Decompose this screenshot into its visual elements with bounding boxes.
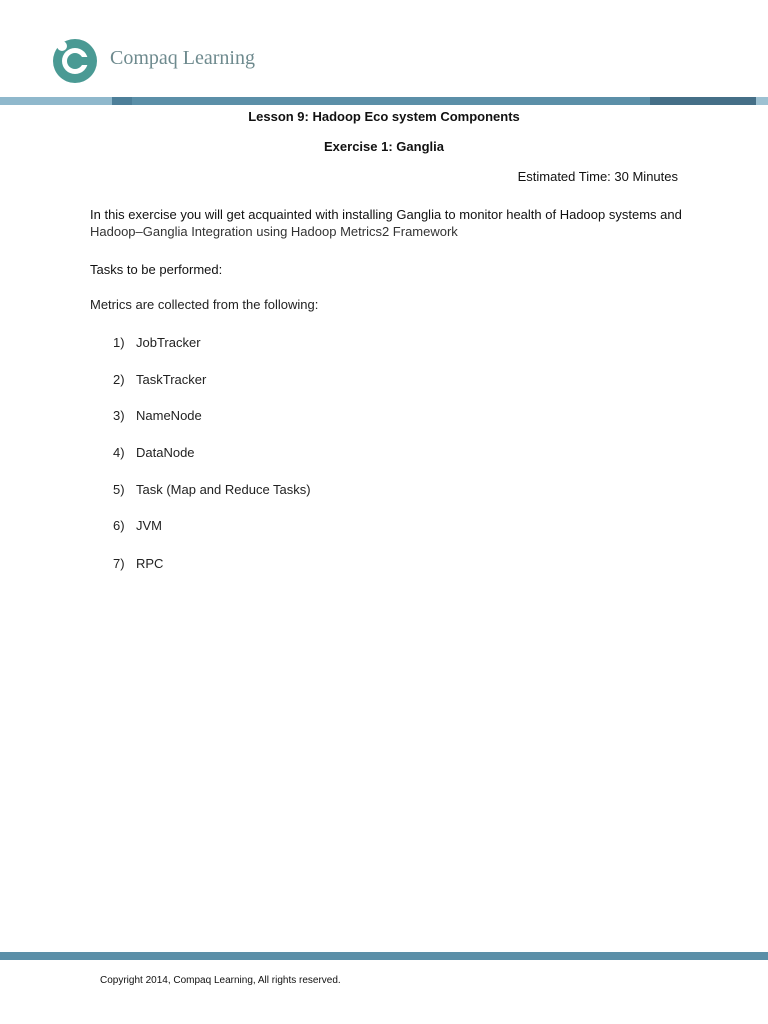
list-item-number: 1) [113, 335, 125, 350]
metrics-heading: Metrics are collected from the following: [90, 297, 319, 312]
list-item: DataNode [136, 445, 195, 460]
list-item-number: 6) [113, 518, 125, 533]
footer-band [0, 952, 768, 960]
brand-name: Compaq Learning [110, 47, 255, 69]
list-item: JVM [136, 518, 162, 533]
list-item: NameNode [136, 408, 202, 423]
list-item-number: 3) [113, 408, 125, 423]
list-item-number: 4) [113, 445, 125, 460]
copyright-text: Copyright 2014, Compaq Learning, All rights reserved. [100, 975, 341, 986]
compaq-logo-icon [52, 38, 98, 84]
list-item: JobTracker [136, 335, 201, 350]
intro-line-1: In this exercise you will get acquainted with installing Ganglia to monitor health of Hadoop systems and [90, 207, 682, 222]
list-item: RPC [136, 556, 164, 571]
list-item-number: 5) [113, 482, 125, 497]
lesson-title: Lesson 9: Hadoop Eco system Components [248, 109, 520, 124]
list-item-number: 7) [113, 556, 125, 571]
intro-line-2: Hadoop–Ganglia Integration using Hadoop Metrics2 Framework [90, 224, 458, 239]
header-band [0, 97, 768, 105]
exercise-title: Exercise 1: Ganglia [324, 139, 444, 154]
list-item: Task (Map and Reduce Tasks) [136, 482, 311, 497]
list-item-number: 2) [113, 372, 125, 387]
tasks-heading: Tasks to be performed: [90, 262, 223, 277]
estimated-time: Estimated Time: 30 Minutes [517, 169, 678, 184]
list-item: TaskTracker [136, 372, 207, 387]
